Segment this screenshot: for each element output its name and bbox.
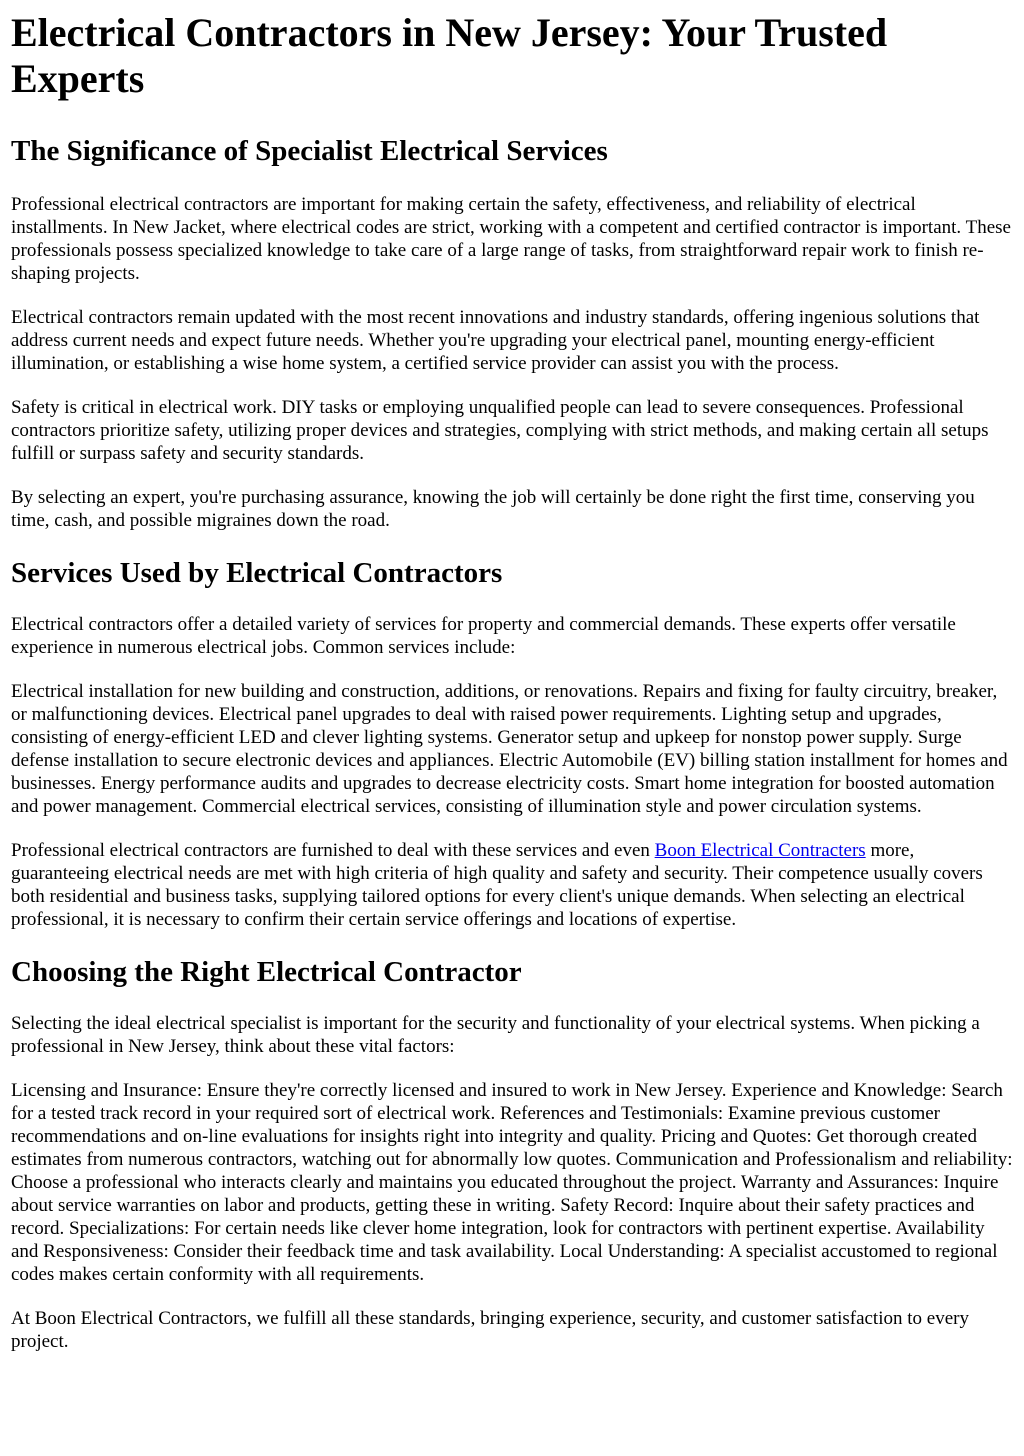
section-heading-services: Services Used by Electrical Contractors: [11, 557, 503, 589]
paragraph: Electrical contractors offer a detailed variety of services for property and commercial demands. These experts offer versatile experience in numerous electrical jobs. Common services include:: [11, 614, 956, 658]
boon-electrical-link[interactable]: Boon Electrical Contracters: [654, 840, 866, 861]
article: [0, 10, 1024, 1353]
paragraph-text: Professional electrical contractors are furnished to deal with these services and even: [11, 840, 655, 861]
paragraph: At Boon Electrical Contractors, we fulfill all these standards, bringing experience, security, and customer satisfaction to every project.: [11, 1308, 969, 1352]
section-heading-choosing: Choosing the Right Electrical Contractor: [11, 956, 522, 988]
paragraph: Professional electrical contractors are important for making certain the safety, effectiveness, and reliability of electrical installments. In New Jacket, where electrical codes are strict, working with a competent and certified contractor is important. These professionals possess specialized knowledge to take care of a large range of tasks, from straightforward repair work to finish re-shaping projects.: [11, 194, 1011, 284]
paragraph: Electrical contractors remain updated with the most recent innovations and industry standards, offering ingenious solutions that address current needs and expect future needs. Whether you're upgrading your electrical panel, mounting energy-efficient illumination, or establishing a wise home system, a certified service provider can assist you with the process.: [11, 307, 980, 374]
paragraph: Safety is critical in electrical work. DIY tasks or employing unqualified people can lead to severe consequences. Professional contractors prioritize safety, utilizing proper devices and strategies, complying with strict methods, and making certain all setups fulfill or surpass safety and security standards.: [11, 397, 989, 464]
paragraph: By selecting an expert, you're purchasing assurance, knowing the job will certainly be done right the first time, conserving you time, cash, and possible migraines down the road.: [11, 487, 975, 531]
paragraph: Electrical installation for new building and construction, additions, or renovations. Repairs and fixing for faulty circuitry, breaker, or malfunctioning devices. Electrical panel upgrades to deal with raised power requirements. Lighting setup and upgrades, consisting of energy-efficient LED and clever lighting systems. Generator setup and upkeep for nonstop power supply. Surge defense installation to secure electronic devices and appliances. Electric Automobile (EV) billing station installment for homes and businesses. Energy performance audits and upgrades to decrease electricity costs. Smart home integration for boosted automation and power management. Commercial electrical services, consisting of illumination style and power circulation systems.: [11, 681, 1008, 817]
section-heading-significance: The Significance of Specialist Electrical Services: [11, 135, 608, 167]
paragraph-text: more, guaranteeing electrical needs are met with high criteria of high quality and safety and security. Their competence usually covers both residential and business tasks, supplying tailored options for every client's unique demands. When selecting an electrical professional, it is necessary to confirm their certain service offerings and locations of expertise.: [11, 840, 983, 930]
page-title: Electrical Contractors in New Jersey: Your Trusted Experts: [11, 10, 888, 101]
paragraph: Selecting the ideal electrical specialist is important for the security and functionality of your electrical systems. When picking a professional in New Jersey, think about these vital factors:: [11, 1013, 980, 1057]
paragraph: Licensing and Insurance: Ensure they're correctly licensed and insured to work in New Jersey. Experience and Knowledge: Search for a tested track record in your required sort of electrical work. References and Testimonials: Examine previous customer recommendations and on-line evaluations for insights right into integrity and quality. Pricing and Quotes: Get thorough created estimates from numerous contractors, watching out for abnormally low quotes. Communication and Professionalism and reliability: Choose a professional who interacts clearly and maintains you educated throughout the project. Warranty and Assurances: Inquire about service warranties on labor and products, getting these in writing. Safety Record: Inquire about their safety practices and record. Specializations: For certain needs like clever home integration, look for contractors with pertinent expertise. Availability and Responsiveness: Consider their feedback time and task availability. Local Understanding: A specialist accustomed to regional codes makes certain conformity with all requirements.: [11, 1080, 1013, 1285]
paragraph-with-link: [11, 839, 1014, 931]
